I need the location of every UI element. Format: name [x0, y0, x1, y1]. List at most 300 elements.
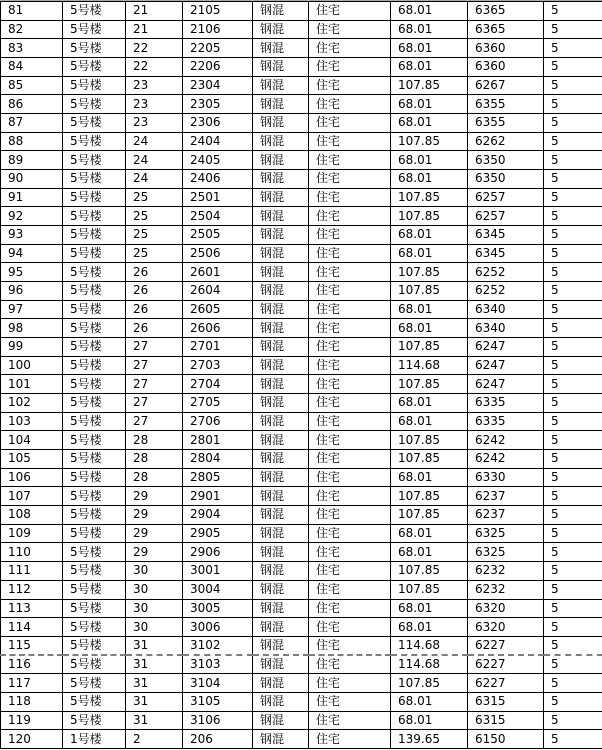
- cell-seq[interactable]: 115: [1, 636, 63, 655]
- cell-seq[interactable]: 95: [1, 263, 63, 282]
- cell-structure[interactable]: 钢混: [253, 711, 309, 730]
- cell-flag[interactable]: 5: [544, 188, 602, 207]
- cell-floor[interactable]: 28: [126, 468, 183, 487]
- cell-seq[interactable]: 86: [1, 95, 63, 114]
- cell-unit-price[interactable]: 6227: [468, 636, 544, 655]
- cell-area[interactable]: 107.85: [391, 375, 468, 394]
- cell-building[interactable]: 5号楼: [63, 151, 126, 170]
- cell-unit-price[interactable]: 6345: [468, 244, 544, 263]
- cell-building[interactable]: 5号楼: [63, 207, 126, 226]
- cell-flag[interactable]: 5: [544, 580, 602, 599]
- cell-structure[interactable]: 钢混: [253, 170, 309, 189]
- cell-area[interactable]: 107.85: [391, 132, 468, 151]
- cell-floor[interactable]: 26: [126, 300, 183, 319]
- cell-use[interactable]: 住宅: [309, 468, 391, 487]
- cell-unit-price[interactable]: 6247: [468, 356, 544, 375]
- cell-use[interactable]: 住宅: [309, 20, 391, 39]
- cell-unit-price[interactable]: 6242: [468, 431, 544, 450]
- cell-use[interactable]: 住宅: [309, 2, 391, 21]
- cell-floor[interactable]: 29: [126, 524, 183, 543]
- cell-floor[interactable]: 22: [126, 39, 183, 58]
- cell-building[interactable]: 5号楼: [63, 450, 126, 469]
- cell-unit-price[interactable]: 6360: [468, 39, 544, 58]
- cell-use[interactable]: 住宅: [309, 76, 391, 95]
- cell-floor[interactable]: 27: [126, 412, 183, 431]
- cell-seq[interactable]: 107: [1, 487, 63, 506]
- cell-unit-price[interactable]: 6242: [468, 450, 544, 469]
- cell-seq[interactable]: 90: [1, 170, 63, 189]
- cell-use[interactable]: 住宅: [309, 300, 391, 319]
- cell-flag[interactable]: 5: [544, 132, 602, 151]
- cell-seq[interactable]: 94: [1, 244, 63, 263]
- cell-flag[interactable]: 5: [544, 599, 602, 618]
- cell-building[interactable]: 5号楼: [63, 562, 126, 581]
- cell-flag[interactable]: 5: [544, 674, 602, 693]
- cell-floor[interactable]: 2: [126, 730, 183, 749]
- cell-area[interactable]: 107.85: [391, 263, 468, 282]
- cell-unit-price[interactable]: 6320: [468, 599, 544, 618]
- cell-use[interactable]: 住宅: [309, 450, 391, 469]
- cell-floor[interactable]: 27: [126, 394, 183, 413]
- cell-area[interactable]: 107.85: [391, 506, 468, 525]
- cell-floor[interactable]: 30: [126, 562, 183, 581]
- cell-area[interactable]: 107.85: [391, 76, 468, 95]
- cell-seq[interactable]: 89: [1, 151, 63, 170]
- cell-flag[interactable]: 5: [544, 244, 602, 263]
- cell-building[interactable]: 5号楼: [63, 375, 126, 394]
- cell-structure[interactable]: 钢混: [253, 580, 309, 599]
- cell-structure[interactable]: 钢混: [253, 207, 309, 226]
- cell-flag[interactable]: 5: [544, 655, 602, 674]
- cell-building[interactable]: 5号楼: [63, 618, 126, 637]
- cell-unit-price[interactable]: 6320: [468, 618, 544, 637]
- cell-unit-price[interactable]: 6345: [468, 226, 544, 245]
- cell-area[interactable]: 68.01: [391, 58, 468, 77]
- cell-structure[interactable]: 钢混: [253, 599, 309, 618]
- cell-area[interactable]: 68.01: [391, 300, 468, 319]
- cell-room[interactable]: 2305: [183, 95, 253, 114]
- cell-floor[interactable]: 31: [126, 674, 183, 693]
- cell-area[interactable]: 68.01: [391, 692, 468, 711]
- cell-unit-price[interactable]: 6315: [468, 711, 544, 730]
- cell-unit-price[interactable]: 6227: [468, 674, 544, 693]
- cell-floor[interactable]: 22: [126, 58, 183, 77]
- cell-structure[interactable]: 钢混: [253, 188, 309, 207]
- cell-use[interactable]: 住宅: [309, 655, 391, 674]
- cell-room[interactable]: 2306: [183, 114, 253, 133]
- cell-unit-price[interactable]: 6340: [468, 319, 544, 338]
- cell-seq[interactable]: 83: [1, 39, 63, 58]
- cell-room[interactable]: 3006: [183, 618, 253, 637]
- cell-building[interactable]: 5号楼: [63, 188, 126, 207]
- cell-use[interactable]: 住宅: [309, 132, 391, 151]
- cell-floor[interactable]: 29: [126, 487, 183, 506]
- cell-floor[interactable]: 24: [126, 151, 183, 170]
- cell-flag[interactable]: 5: [544, 730, 602, 749]
- cell-building[interactable]: 5号楼: [63, 487, 126, 506]
- cell-flag[interactable]: 5: [544, 450, 602, 469]
- cell-room[interactable]: 2205: [183, 39, 253, 58]
- cell-unit-price[interactable]: 6335: [468, 394, 544, 413]
- cell-use[interactable]: 住宅: [309, 95, 391, 114]
- cell-seq[interactable]: 87: [1, 114, 63, 133]
- cell-building[interactable]: 5号楼: [63, 2, 126, 21]
- cell-seq[interactable]: 120: [1, 730, 63, 749]
- cell-room[interactable]: 3102: [183, 636, 253, 655]
- cell-room[interactable]: 3106: [183, 711, 253, 730]
- cell-structure[interactable]: 钢混: [253, 543, 309, 562]
- cell-room[interactable]: 3104: [183, 674, 253, 693]
- cell-area[interactable]: 68.01: [391, 319, 468, 338]
- cell-flag[interactable]: 5: [544, 39, 602, 58]
- cell-structure[interactable]: 钢混: [253, 375, 309, 394]
- cell-floor[interactable]: 21: [126, 2, 183, 21]
- cell-use[interactable]: 住宅: [309, 356, 391, 375]
- cell-floor[interactable]: 28: [126, 450, 183, 469]
- cell-use[interactable]: 住宅: [309, 338, 391, 357]
- cell-use[interactable]: 住宅: [309, 375, 391, 394]
- cell-room[interactable]: 2206: [183, 58, 253, 77]
- cell-building[interactable]: 5号楼: [63, 170, 126, 189]
- cell-use[interactable]: 住宅: [309, 263, 391, 282]
- cell-flag[interactable]: 5: [544, 543, 602, 562]
- cell-room[interactable]: 2901: [183, 487, 253, 506]
- cell-structure[interactable]: 钢混: [253, 636, 309, 655]
- cell-flag[interactable]: 5: [544, 170, 602, 189]
- cell-unit-price[interactable]: 6355: [468, 95, 544, 114]
- cell-room[interactable]: 2605: [183, 300, 253, 319]
- cell-unit-price[interactable]: 6360: [468, 58, 544, 77]
- cell-seq[interactable]: 111: [1, 562, 63, 581]
- cell-floor[interactable]: 31: [126, 711, 183, 730]
- cell-seq[interactable]: 118: [1, 692, 63, 711]
- cell-use[interactable]: 住宅: [309, 244, 391, 263]
- cell-building[interactable]: 5号楼: [63, 39, 126, 58]
- cell-room[interactable]: 3103: [183, 655, 253, 674]
- cell-building[interactable]: 5号楼: [63, 636, 126, 655]
- cell-building[interactable]: 5号楼: [63, 524, 126, 543]
- cell-building[interactable]: 5号楼: [63, 20, 126, 39]
- cell-use[interactable]: 住宅: [309, 562, 391, 581]
- cell-use[interactable]: 住宅: [309, 674, 391, 693]
- cell-building[interactable]: 5号楼: [63, 263, 126, 282]
- cell-area[interactable]: 107.85: [391, 562, 468, 581]
- cell-seq[interactable]: 109: [1, 524, 63, 543]
- cell-unit-price[interactable]: 6150: [468, 730, 544, 749]
- cell-room[interactable]: 2904: [183, 506, 253, 525]
- cell-structure[interactable]: 钢混: [253, 226, 309, 245]
- cell-area[interactable]: 107.85: [391, 487, 468, 506]
- cell-use[interactable]: 住宅: [309, 580, 391, 599]
- cell-seq[interactable]: 110: [1, 543, 63, 562]
- cell-floor[interactable]: 31: [126, 655, 183, 674]
- cell-room[interactable]: 206: [183, 730, 253, 749]
- cell-structure[interactable]: 钢混: [253, 674, 309, 693]
- cell-area[interactable]: 68.01: [391, 2, 468, 21]
- cell-structure[interactable]: 钢混: [253, 20, 309, 39]
- cell-structure[interactable]: 钢混: [253, 431, 309, 450]
- cell-use[interactable]: 住宅: [309, 412, 391, 431]
- cell-flag[interactable]: 5: [544, 58, 602, 77]
- cell-unit-price[interactable]: 6350: [468, 151, 544, 170]
- cell-room[interactable]: 2906: [183, 543, 253, 562]
- cell-flag[interactable]: 5: [544, 226, 602, 245]
- cell-area[interactable]: 107.85: [391, 338, 468, 357]
- cell-building[interactable]: 5号楼: [63, 655, 126, 674]
- cell-floor[interactable]: 29: [126, 543, 183, 562]
- cell-room[interactable]: 2505: [183, 226, 253, 245]
- cell-flag[interactable]: 5: [544, 20, 602, 39]
- cell-room[interactable]: 2504: [183, 207, 253, 226]
- cell-floor[interactable]: 31: [126, 692, 183, 711]
- cell-area[interactable]: 107.85: [391, 282, 468, 301]
- cell-seq[interactable]: 81: [1, 2, 63, 21]
- cell-room[interactable]: 2606: [183, 319, 253, 338]
- cell-building[interactable]: 5号楼: [63, 543, 126, 562]
- cell-structure[interactable]: 钢混: [253, 263, 309, 282]
- cell-use[interactable]: 住宅: [309, 207, 391, 226]
- cell-building[interactable]: 5号楼: [63, 431, 126, 450]
- cell-building[interactable]: 5号楼: [63, 468, 126, 487]
- cell-room[interactable]: 2705: [183, 394, 253, 413]
- cell-floor[interactable]: 26: [126, 263, 183, 282]
- cell-seq[interactable]: 98: [1, 319, 63, 338]
- cell-flag[interactable]: 5: [544, 375, 602, 394]
- cell-structure[interactable]: 钢混: [253, 618, 309, 637]
- cell-seq[interactable]: 85: [1, 76, 63, 95]
- cell-floor[interactable]: 25: [126, 244, 183, 263]
- cell-unit-price[interactable]: 6262: [468, 132, 544, 151]
- cell-structure[interactable]: 钢混: [253, 95, 309, 114]
- cell-area[interactable]: 68.01: [391, 412, 468, 431]
- cell-use[interactable]: 住宅: [309, 730, 391, 749]
- cell-building[interactable]: 5号楼: [63, 356, 126, 375]
- cell-room[interactable]: 2604: [183, 282, 253, 301]
- cell-area[interactable]: 68.01: [391, 711, 468, 730]
- cell-use[interactable]: 住宅: [309, 188, 391, 207]
- cell-structure[interactable]: 钢混: [253, 412, 309, 431]
- cell-unit-price[interactable]: 6315: [468, 692, 544, 711]
- cell-unit-price[interactable]: 6365: [468, 2, 544, 21]
- cell-building[interactable]: 5号楼: [63, 58, 126, 77]
- cell-room[interactable]: 2805: [183, 468, 253, 487]
- cell-floor[interactable]: 25: [126, 207, 183, 226]
- cell-unit-price[interactable]: 6257: [468, 188, 544, 207]
- cell-area[interactable]: 68.01: [391, 170, 468, 189]
- cell-flag[interactable]: 5: [544, 114, 602, 133]
- cell-building[interactable]: 5号楼: [63, 506, 126, 525]
- cell-unit-price[interactable]: 6247: [468, 375, 544, 394]
- cell-area[interactable]: 107.85: [391, 580, 468, 599]
- cell-unit-price[interactable]: 6267: [468, 76, 544, 95]
- cell-floor[interactable]: 24: [126, 170, 183, 189]
- cell-room[interactable]: 2801: [183, 431, 253, 450]
- cell-use[interactable]: 住宅: [309, 39, 391, 58]
- cell-building[interactable]: 5号楼: [63, 338, 126, 357]
- cell-floor[interactable]: 27: [126, 338, 183, 357]
- cell-floor[interactable]: 25: [126, 188, 183, 207]
- cell-building[interactable]: 5号楼: [63, 114, 126, 133]
- cell-unit-price[interactable]: 6350: [468, 170, 544, 189]
- cell-floor[interactable]: 31: [126, 636, 183, 655]
- cell-floor[interactable]: 29: [126, 506, 183, 525]
- cell-unit-price[interactable]: 6335: [468, 412, 544, 431]
- cell-unit-price[interactable]: 6237: [468, 506, 544, 525]
- cell-seq[interactable]: 117: [1, 674, 63, 693]
- cell-unit-price[interactable]: 6252: [468, 282, 544, 301]
- cell-floor[interactable]: 26: [126, 282, 183, 301]
- cell-area[interactable]: 68.01: [391, 618, 468, 637]
- cell-flag[interactable]: 5: [544, 338, 602, 357]
- cell-floor[interactable]: 27: [126, 375, 183, 394]
- cell-seq[interactable]: 97: [1, 300, 63, 319]
- cell-flag[interactable]: 5: [544, 2, 602, 21]
- cell-area[interactable]: 68.01: [391, 95, 468, 114]
- cell-floor[interactable]: 27: [126, 356, 183, 375]
- cell-structure[interactable]: 钢混: [253, 151, 309, 170]
- cell-flag[interactable]: 5: [544, 263, 602, 282]
- cell-floor[interactable]: 21: [126, 20, 183, 39]
- cell-unit-price[interactable]: 6330: [468, 468, 544, 487]
- cell-seq[interactable]: 108: [1, 506, 63, 525]
- cell-use[interactable]: 住宅: [309, 114, 391, 133]
- cell-use[interactable]: 住宅: [309, 692, 391, 711]
- cell-seq[interactable]: 112: [1, 580, 63, 599]
- cell-structure[interactable]: 钢混: [253, 356, 309, 375]
- cell-structure[interactable]: 钢混: [253, 39, 309, 58]
- cell-area[interactable]: 107.85: [391, 188, 468, 207]
- cell-area[interactable]: 114.68: [391, 655, 468, 674]
- cell-building[interactable]: 5号楼: [63, 319, 126, 338]
- cell-seq[interactable]: 101: [1, 375, 63, 394]
- cell-area[interactable]: 114.68: [391, 356, 468, 375]
- cell-floor[interactable]: 24: [126, 132, 183, 151]
- cell-unit-price[interactable]: 6227: [468, 655, 544, 674]
- cell-unit-price[interactable]: 6232: [468, 580, 544, 599]
- cell-structure[interactable]: 钢混: [253, 524, 309, 543]
- cell-area[interactable]: 107.85: [391, 674, 468, 693]
- cell-structure[interactable]: 钢混: [253, 58, 309, 77]
- cell-room[interactable]: 2501: [183, 188, 253, 207]
- cell-building[interactable]: 5号楼: [63, 599, 126, 618]
- cell-use[interactable]: 住宅: [309, 431, 391, 450]
- cell-floor[interactable]: 23: [126, 76, 183, 95]
- cell-area[interactable]: 107.85: [391, 450, 468, 469]
- cell-area[interactable]: 68.01: [391, 524, 468, 543]
- cell-structure[interactable]: 钢混: [253, 282, 309, 301]
- cell-floor[interactable]: 28: [126, 431, 183, 450]
- cell-structure[interactable]: 钢混: [253, 319, 309, 338]
- cell-area[interactable]: 139.65: [391, 730, 468, 749]
- cell-flag[interactable]: 5: [544, 207, 602, 226]
- cell-seq[interactable]: 96: [1, 282, 63, 301]
- cell-seq[interactable]: 93: [1, 226, 63, 245]
- cell-room[interactable]: 2105: [183, 2, 253, 21]
- cell-building[interactable]: 5号楼: [63, 244, 126, 263]
- cell-flag[interactable]: 5: [544, 412, 602, 431]
- cell-use[interactable]: 住宅: [309, 543, 391, 562]
- cell-building[interactable]: 5号楼: [63, 95, 126, 114]
- cell-room[interactable]: 2706: [183, 412, 253, 431]
- cell-flag[interactable]: 5: [544, 468, 602, 487]
- cell-building[interactable]: 5号楼: [63, 711, 126, 730]
- cell-use[interactable]: 住宅: [309, 524, 391, 543]
- cell-building[interactable]: 5号楼: [63, 580, 126, 599]
- cell-structure[interactable]: 钢混: [253, 338, 309, 357]
- cell-room[interactable]: 2405: [183, 151, 253, 170]
- cell-area[interactable]: 68.01: [391, 394, 468, 413]
- cell-seq[interactable]: 105: [1, 450, 63, 469]
- cell-area[interactable]: 107.85: [391, 431, 468, 450]
- cell-use[interactable]: 住宅: [309, 170, 391, 189]
- cell-area[interactable]: 107.85: [391, 207, 468, 226]
- cell-flag[interactable]: 5: [544, 618, 602, 637]
- cell-floor[interactable]: 26: [126, 319, 183, 338]
- cell-seq[interactable]: 82: [1, 20, 63, 39]
- cell-room[interactable]: 3001: [183, 562, 253, 581]
- cell-floor[interactable]: 23: [126, 95, 183, 114]
- cell-seq[interactable]: 92: [1, 207, 63, 226]
- cell-flag[interactable]: 5: [544, 524, 602, 543]
- cell-structure[interactable]: 钢混: [253, 114, 309, 133]
- cell-flag[interactable]: 5: [544, 95, 602, 114]
- cell-structure[interactable]: 钢混: [253, 468, 309, 487]
- cell-building[interactable]: 5号楼: [63, 674, 126, 693]
- cell-use[interactable]: 住宅: [309, 282, 391, 301]
- cell-use[interactable]: 住宅: [309, 599, 391, 618]
- cell-building[interactable]: 5号楼: [63, 226, 126, 245]
- cell-structure[interactable]: 钢混: [253, 244, 309, 263]
- cell-floor[interactable]: 30: [126, 599, 183, 618]
- cell-room[interactable]: 3005: [183, 599, 253, 618]
- cell-structure[interactable]: 钢混: [253, 562, 309, 581]
- cell-seq[interactable]: 91: [1, 188, 63, 207]
- cell-room[interactable]: 2905: [183, 524, 253, 543]
- cell-seq[interactable]: 84: [1, 58, 63, 77]
- cell-seq[interactable]: 113: [1, 599, 63, 618]
- cell-flag[interactable]: 5: [544, 487, 602, 506]
- cell-use[interactable]: 住宅: [309, 618, 391, 637]
- cell-floor[interactable]: 30: [126, 580, 183, 599]
- cell-flag[interactable]: 5: [544, 394, 602, 413]
- cell-room[interactable]: 2701: [183, 338, 253, 357]
- cell-seq[interactable]: 100: [1, 356, 63, 375]
- cell-room[interactable]: 3004: [183, 580, 253, 599]
- cell-room[interactable]: 2304: [183, 76, 253, 95]
- cell-seq[interactable]: 106: [1, 468, 63, 487]
- cell-flag[interactable]: 5: [544, 636, 602, 655]
- cell-unit-price[interactable]: 6257: [468, 207, 544, 226]
- cell-room[interactable]: 2601: [183, 263, 253, 282]
- cell-structure[interactable]: 钢混: [253, 76, 309, 95]
- cell-room[interactable]: 2404: [183, 132, 253, 151]
- cell-seq[interactable]: 104: [1, 431, 63, 450]
- cell-room[interactable]: 2506: [183, 244, 253, 263]
- cell-floor[interactable]: 30: [126, 618, 183, 637]
- cell-unit-price[interactable]: 6355: [468, 114, 544, 133]
- cell-floor[interactable]: 23: [126, 114, 183, 133]
- cell-unit-price[interactable]: 6237: [468, 487, 544, 506]
- cell-area[interactable]: 68.01: [391, 543, 468, 562]
- cell-area[interactable]: 68.01: [391, 151, 468, 170]
- cell-use[interactable]: 住宅: [309, 151, 391, 170]
- cell-building[interactable]: 5号楼: [63, 76, 126, 95]
- cell-structure[interactable]: 钢混: [253, 487, 309, 506]
- cell-building[interactable]: 5号楼: [63, 692, 126, 711]
- cell-structure[interactable]: 钢混: [253, 730, 309, 749]
- cell-use[interactable]: 住宅: [309, 58, 391, 77]
- cell-unit-price[interactable]: 6325: [468, 543, 544, 562]
